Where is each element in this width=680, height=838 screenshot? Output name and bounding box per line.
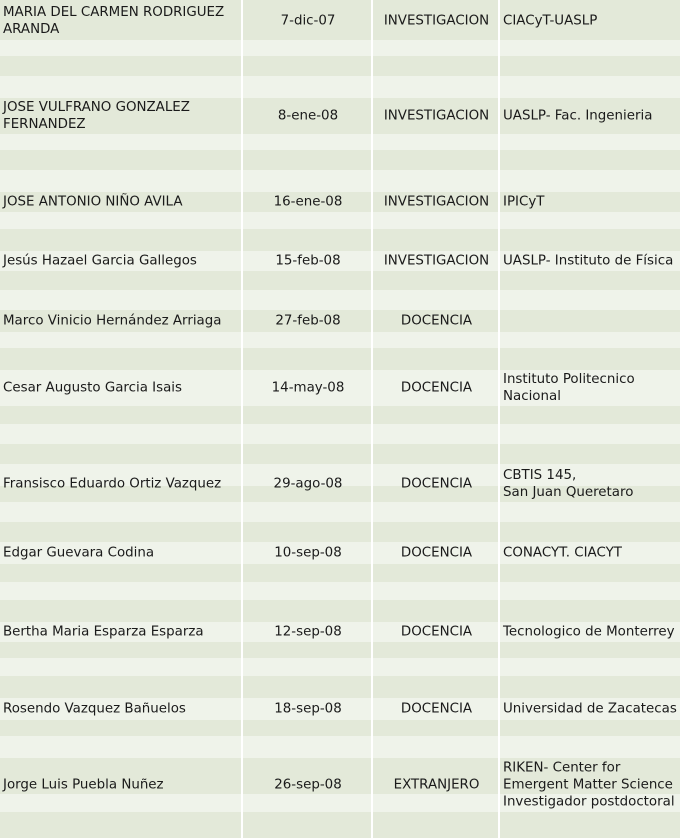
table-cell-bg (500, 522, 680, 542)
table-row-band (0, 229, 680, 251)
table-cell-bg (500, 564, 680, 582)
table-cell-bg (373, 564, 500, 582)
table-cell-bg (0, 444, 243, 464)
institution-cell (503, 701, 679, 718)
table-row-band (0, 56, 680, 76)
person-name: MARIA DEL CARMEN RODRIGUEZ ARANDA (3, 5, 225, 37)
table-cell-bg (0, 736, 243, 758)
table-cell-bg (243, 134, 373, 150)
institution-line: Universidad de Zacatecas (503, 701, 677, 717)
institution-line: Instituto Politecnico (503, 372, 635, 387)
table-cell-bg (500, 424, 680, 444)
institution-line: Nacional (503, 389, 561, 404)
table-cell-bg (243, 271, 373, 290)
table-row (0, 251, 680, 271)
table-cell-bg (373, 582, 500, 600)
category-cell: DOCENCIA (400, 476, 473, 492)
table-cell-bg (243, 676, 373, 698)
table-cell-bg (0, 348, 243, 370)
table-row (0, 370, 680, 406)
table-cell-bg (243, 348, 373, 370)
table-row-band (0, 522, 680, 542)
table-cell-bg (373, 522, 500, 542)
table-row (0, 98, 680, 134)
table-cell-bg (0, 564, 243, 582)
table-cell-bg (243, 290, 373, 310)
table-cell-bg (500, 76, 680, 98)
institution-line: CBTIS 145, (503, 468, 577, 483)
table-cell-bg (0, 134, 243, 150)
date-cell: 8-ene-08 (277, 108, 339, 124)
institution-cell (503, 371, 679, 405)
person-name: Jesús Hazael Garcia Gallegos (3, 253, 197, 269)
table-cell-bg (373, 502, 500, 522)
table-cell-bg (0, 212, 243, 229)
table-row-band (0, 424, 680, 444)
institution-line: CIACyT-UASLP (503, 13, 598, 29)
institution-cell (503, 760, 679, 811)
institution-cell (503, 253, 679, 270)
table-row-band (0, 212, 680, 229)
table-cell-bg (243, 56, 373, 76)
person-name: Fransisco Eduardo Ortiz Vazquez (3, 476, 222, 492)
table-cell-bg (0, 406, 243, 424)
table-cell-bg (500, 736, 680, 758)
table-row-band (0, 812, 680, 838)
table-cell-bg (500, 290, 680, 310)
institution-line: San Juan Queretaro (503, 485, 634, 500)
table-cell-bg (373, 736, 500, 758)
person-name: Bertha Maria Esparza Esparza (3, 624, 204, 640)
date-cell: 18-sep-08 (274, 701, 342, 717)
table-cell-bg (500, 812, 680, 838)
table-cell-bg (373, 76, 500, 98)
table-cell-bg (0, 642, 243, 658)
table-cell-bg (243, 229, 373, 251)
table-cell-bg (373, 290, 500, 310)
category-cell: INVESTIGACION (383, 108, 490, 124)
table-cell-bg (373, 720, 500, 736)
table-cell-bg (243, 406, 373, 424)
table-cell-bg (500, 642, 680, 658)
table-cell-bg (500, 40, 680, 56)
table-cell-bg (373, 812, 500, 838)
table-cell-bg (500, 271, 680, 290)
table-cell-bg (373, 676, 500, 698)
category-cell: DOCENCIA (400, 380, 473, 396)
table-cell-bg (243, 444, 373, 464)
table-cell-bg (500, 212, 680, 229)
table-cell-bg (243, 150, 373, 170)
table-cell-bg (0, 332, 243, 348)
category-cell: DOCENCIA (400, 545, 473, 561)
table-cell-bg (373, 150, 500, 170)
table-row-band (0, 600, 680, 622)
institution-line: RIKEN- Center for (503, 760, 621, 776)
table-cell-bg (500, 658, 680, 676)
table-cell-bg (0, 40, 243, 56)
table-row-band (0, 150, 680, 170)
table-cell-bg (0, 522, 243, 542)
table-cell-bg (243, 642, 373, 658)
table-row (0, 192, 680, 212)
category-cell: INVESTIGACION (383, 13, 490, 29)
table-cell-bg (243, 720, 373, 736)
table-cell-bg (373, 229, 500, 251)
table-row-band (0, 736, 680, 758)
table-cell-bg (0, 76, 243, 98)
table-cell-bg (243, 502, 373, 522)
table-cell-bg (500, 332, 680, 348)
table-cell-bg (0, 150, 243, 170)
table-cell-bg (500, 582, 680, 600)
table-cell-bg (500, 134, 680, 150)
institution-cell (503, 467, 679, 501)
table-cell-bg (0, 502, 243, 522)
table-cell-bg (500, 150, 680, 170)
table-cell-bg (500, 348, 680, 370)
institution-line: CONACYT. CIACYT (503, 545, 622, 561)
table-cell-bg (500, 502, 680, 522)
institution-line: UASLP- Fac. Ingenieria (503, 108, 653, 124)
person-name: Edgar Guevara Codina (3, 545, 155, 561)
table-row-band (0, 40, 680, 56)
institution-line: Investigador postdoctoral (503, 794, 675, 810)
table-row-band (0, 271, 680, 290)
table-cell-bg (500, 600, 680, 622)
table-cell-bg (0, 600, 243, 622)
table-cell-bg (0, 658, 243, 676)
table-cell-bg (373, 271, 500, 290)
date-cell: 16-ene-08 (273, 194, 343, 210)
institution-cell (503, 13, 679, 30)
table-cell-bg (243, 212, 373, 229)
table-row-band (0, 642, 680, 658)
person-name: Jorge Luis Puebla Nuñez (3, 777, 164, 793)
table-cell-bg (243, 600, 373, 622)
date-cell: 29-ago-08 (273, 476, 343, 492)
date-cell: 12-sep-08 (274, 624, 342, 640)
table-cell-bg (500, 444, 680, 464)
table-cell-bg (0, 720, 243, 736)
table-cell-bg (373, 424, 500, 444)
table-cell-bg (373, 134, 500, 150)
table-cell-bg (373, 170, 500, 192)
date-cell: 26-sep-08 (274, 777, 342, 793)
table-cell-bg (243, 582, 373, 600)
table-cell-bg (243, 76, 373, 98)
table-cell-bg (243, 736, 373, 758)
person-name: Cesar Augusto Garcia Isais (3, 380, 183, 396)
person-name: Marco Vinicio Hernández Arriaga (3, 313, 222, 329)
table-cell-bg (373, 658, 500, 676)
table-cell-bg (0, 676, 243, 698)
table-row-band (0, 134, 680, 150)
table-row-band (0, 348, 680, 370)
table-row (0, 464, 680, 504)
table-row (0, 698, 680, 720)
date-cell: 7-dic-07 (280, 13, 336, 29)
date-cell: 15-feb-08 (275, 253, 341, 269)
person-name: JOSE ANTONIO NIÑO AVILA (3, 194, 183, 210)
table-cell-bg (373, 212, 500, 229)
table-cell-bg (0, 229, 243, 251)
date-cell: 27-feb-08 (275, 313, 341, 329)
table-cell-bg (373, 348, 500, 370)
table-cell-bg (373, 406, 500, 424)
table-row (0, 758, 680, 812)
date-cell: 10-sep-08 (274, 545, 342, 561)
table-row-band (0, 676, 680, 698)
table-row (0, 542, 680, 564)
table-row (0, 310, 680, 332)
institution-line: Tecnologico de Monterrey (503, 624, 675, 640)
table-row-band (0, 720, 680, 736)
date-cell: 14-may-08 (271, 380, 345, 396)
table-row-band (0, 332, 680, 348)
table-cell-bg (243, 812, 373, 838)
table-cell-bg (373, 642, 500, 658)
table-row-band (0, 406, 680, 424)
table-cell-bg (500, 56, 680, 76)
table-cell-bg (500, 170, 680, 192)
table-cell-bg (243, 332, 373, 348)
table-row-band (0, 170, 680, 192)
table-row-band (0, 290, 680, 310)
category-cell: EXTRANJERO (393, 777, 480, 793)
table-cell-bg (373, 40, 500, 56)
table-row (0, 2, 680, 40)
table-row-band (0, 444, 680, 464)
category-cell: INVESTIGACION (383, 253, 490, 269)
table-cell-bg (373, 600, 500, 622)
table-cell-bg (0, 170, 243, 192)
person-name: Rosendo Vazquez Bañuelos (3, 701, 186, 717)
table-cell-bg (0, 582, 243, 600)
table-cell-bg (0, 56, 243, 76)
table-cell-bg (243, 658, 373, 676)
table-cell-bg (373, 332, 500, 348)
person-name: JOSE VULFRANO GONZALEZ FERNANDEZ (3, 100, 190, 132)
institution-line: Emergent Matter Science (503, 777, 673, 793)
institution-cell (503, 624, 679, 641)
table-row-band (0, 582, 680, 600)
table-row-band (0, 76, 680, 98)
table-cell-bg (0, 271, 243, 290)
table-cell-bg (500, 676, 680, 698)
category-cell: DOCENCIA (400, 313, 473, 329)
table-row-band (0, 502, 680, 522)
table-cell-bg (243, 424, 373, 444)
table-cell-bg (500, 720, 680, 736)
institution-cell (503, 194, 679, 211)
table-row (0, 622, 680, 642)
category-cell: DOCENCIA (400, 624, 473, 640)
table-cell-bg (243, 40, 373, 56)
table-cell-bg (373, 56, 500, 76)
table-cell-bg (243, 564, 373, 582)
table-cell-bg (0, 812, 243, 838)
category-cell: DOCENCIA (400, 701, 473, 717)
institution-line: IPICyT (503, 194, 545, 210)
institution-line: UASLP- Instituto de Física (503, 253, 674, 269)
category-cell: INVESTIGACION (383, 194, 490, 210)
table-cell-bg (0, 424, 243, 444)
table-cell-bg (243, 522, 373, 542)
table-cell-bg (500, 229, 680, 251)
table-cell-bg (0, 290, 243, 310)
table-row-band (0, 658, 680, 676)
institution-cell (503, 108, 679, 125)
institution-cell (503, 545, 679, 562)
table-row-band (0, 564, 680, 582)
table-cell-bg (373, 444, 500, 464)
table-cell-bg (500, 406, 680, 424)
table-cell-bg (243, 170, 373, 192)
